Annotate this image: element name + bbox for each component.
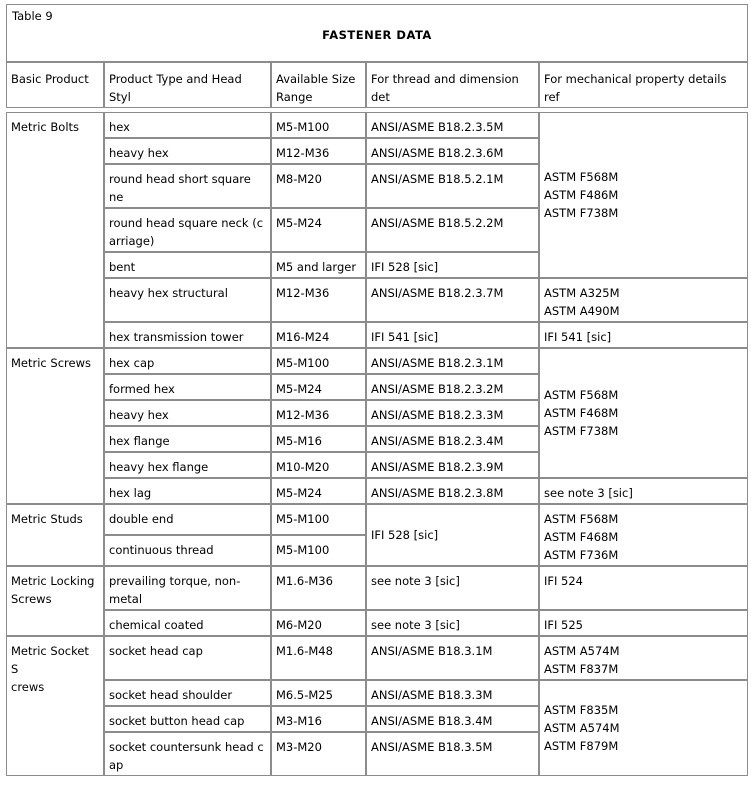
column-header: Product Type and Head Styl	[104, 62, 271, 108]
product-type-cell: continuous thread	[104, 535, 271, 566]
product-type-cell: round head square neck (c arriage)	[104, 208, 271, 252]
thread-dimension-cell: ANSI/ASME B18.3.5M	[366, 732, 539, 776]
size-range-cell: M5-M24	[271, 478, 366, 504]
product-group-cell: Metric Locking Screws	[6, 566, 104, 636]
product-type-cell: chemical coated	[104, 610, 271, 636]
thread-dimension-cell: ANSI/ASME B18.3.1M	[366, 636, 539, 680]
size-range-cell: M5-M100	[271, 112, 366, 138]
product-type-cell: round head short square ne	[104, 164, 271, 208]
product-type-cell: bent	[104, 252, 271, 278]
product-type-cell: hex flange	[104, 426, 271, 452]
size-range-cell: M5-M24	[271, 208, 366, 252]
thread-dimension-cell: ANSI/ASME B18.3.4M	[366, 706, 539, 732]
mechanical-property-cell: ASTM A325M ASTM A490M	[539, 278, 748, 322]
product-type-cell: prevailing torque, non-metal	[104, 566, 271, 610]
size-range-cell: M1.6-M48	[271, 636, 366, 680]
size-range-cell: M8-M20	[271, 164, 366, 208]
thread-dimension-cell: IFI 528 [sic]	[366, 252, 539, 278]
product-type-cell: hex lag	[104, 478, 271, 504]
size-range-cell: M6-M20	[271, 610, 366, 636]
product-type-cell: formed hex	[104, 374, 271, 400]
size-range-cell: M1.6-M36	[271, 566, 366, 610]
size-range-cell: M5 and larger	[271, 252, 366, 278]
size-range-cell: M3-M20	[271, 732, 366, 776]
product-group-cell: Metric Bolts	[6, 112, 104, 348]
size-range-cell: M10-M20	[271, 452, 366, 478]
mechanical-property-cell: ASTM F568M ASTM F486M ASTM F738M	[539, 112, 748, 278]
thread-dimension-cell: ANSI/ASME B18.2.3.2M	[366, 374, 539, 400]
thread-dimension-cell: see note 3 [sic]	[366, 610, 539, 636]
mechanical-property-cell: IFI 541 [sic]	[539, 322, 748, 348]
product-type-cell: heavy hex structural	[104, 278, 271, 322]
thread-dimension-cell: ANSI/ASME B18.2.3.1M	[366, 348, 539, 374]
size-range-cell: M5-M16	[271, 426, 366, 452]
size-range-cell: M12-M36	[271, 400, 366, 426]
thread-dimension-cell: ANSI/ASME B18.2.3.4M	[366, 426, 539, 452]
column-header: For thread and dimension det	[366, 62, 539, 108]
mechanical-property-cell: IFI 524	[539, 566, 748, 610]
product-type-cell: heavy hex flange	[104, 452, 271, 478]
table-caption-cell	[6, 4, 748, 62]
thread-dimension-cell: ANSI/ASME B18.2.3.9M	[366, 452, 539, 478]
product-type-cell: hex transmission tower	[104, 322, 271, 348]
size-range-cell: M12-M36	[271, 278, 366, 322]
mechanical-property-cell: IFI 525	[539, 610, 748, 636]
size-range-cell: M5-M100	[271, 535, 366, 566]
product-type-cell: double end	[104, 504, 271, 535]
product-type-cell: socket countersunk head c ap	[104, 732, 271, 776]
mechanical-property-cell: see note 3 [sic]	[539, 478, 748, 504]
mechanical-property-cell: ASTM A574M ASTM F837M	[539, 636, 748, 680]
thread-dimension-cell: ANSI/ASME B18.2.3.7M	[366, 278, 539, 322]
mechanical-property-cell: ASTM F835M ASTM A574M ASTM F879M	[539, 680, 748, 776]
thread-dimension-cell: ANSI/ASME B18.2.3.3M	[366, 400, 539, 426]
size-range-cell: M12-M36	[271, 138, 366, 164]
thread-dimension-cell: IFI 528 [sic]	[366, 504, 539, 566]
product-type-cell: hex cap	[104, 348, 271, 374]
fastener-data-table	[6, 4, 748, 794]
size-range-cell: M3-M16	[271, 706, 366, 732]
product-type-cell: socket head shoulder	[104, 680, 271, 706]
thread-dimension-cell: ANSI/ASME B18.2.3.8M	[366, 478, 539, 504]
product-type-cell: heavy hex	[104, 138, 271, 164]
size-range-cell: M5-M24	[271, 374, 366, 400]
thread-dimension-cell: see note 3 [sic]	[366, 566, 539, 610]
thread-dimension-cell: ANSI/ASME B18.5.2.1M	[366, 164, 539, 208]
size-range-cell: M16-M24	[271, 322, 366, 348]
thread-dimension-cell: IFI 541 [sic]	[366, 322, 539, 348]
table-label: Table 9	[12, 9, 53, 23]
size-range-cell: M6.5-M25	[271, 680, 366, 706]
size-range-cell: M5-M100	[271, 348, 366, 374]
column-header: Available Size Range	[271, 62, 366, 108]
product-type-cell: hex	[104, 112, 271, 138]
thread-dimension-cell: ANSI/ASME B18.3.3M	[366, 680, 539, 706]
product-type-cell: socket button head cap	[104, 706, 271, 732]
product-type-cell: socket head cap	[104, 636, 271, 680]
mechanical-property-cell: ASTM F568M ASTM F468M ASTM F736M	[539, 504, 748, 566]
thread-dimension-cell: ANSI/ASME B18.2.3.6M	[366, 138, 539, 164]
thread-dimension-cell: ANSI/ASME B18.5.2.2M	[366, 208, 539, 252]
size-range-cell: M5-M100	[271, 504, 366, 535]
column-header: For mechanical property details ref	[539, 62, 748, 108]
column-header: Basic Product	[6, 62, 104, 108]
product-group-cell: Metric Socket S crews	[6, 636, 104, 776]
table-title: FASTENER DATA	[322, 28, 432, 42]
mechanical-property-cell: ASTM F568M ASTM F468M ASTM F738M	[539, 348, 748, 478]
product-group-cell: Metric Screws	[6, 348, 104, 504]
product-group-cell: Metric Studs	[6, 504, 104, 566]
thread-dimension-cell: ANSI/ASME B18.2.3.5M	[366, 112, 539, 138]
product-type-cell: heavy hex	[104, 400, 271, 426]
